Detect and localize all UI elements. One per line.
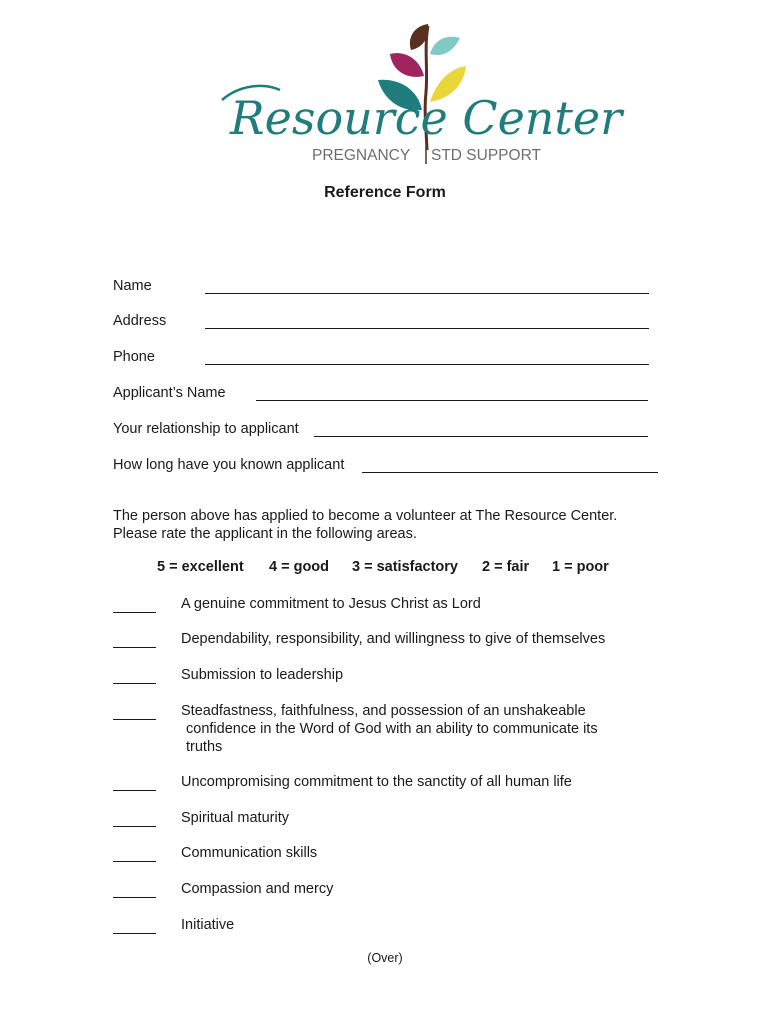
scale-satisfactory: 3 = satisfactory: [352, 559, 458, 575]
criterion-item: Initiative: [181, 917, 235, 933]
field-label-address: Address: [113, 313, 167, 329]
resource-center-logo: [214, 18, 623, 168]
criterion-item: Uncompromising commitment to the sanctity of all human life: [181, 774, 572, 790]
rating-blank[interactable]: [113, 933, 156, 934]
field-label-name: Name: [113, 278, 152, 294]
rating-blank[interactable]: [113, 612, 156, 613]
criterion-line: confidence in the Word of God with an ability to communicate its: [186, 721, 598, 737]
page-title: Reference Form: [324, 184, 446, 201]
field-label-applicant-name: Applicant’s Name: [113, 385, 226, 401]
criterion-item: Compassion and mercy: [181, 881, 334, 897]
applicant-name-field[interactable]: [256, 400, 648, 401]
logo-leaf-magenta-icon: [390, 53, 424, 77]
known-duration-field[interactable]: [362, 472, 658, 473]
field-label-relationship: Your relationship to applicant: [113, 421, 299, 437]
criterion-line: Steadfastness, faithfulness, and possession of an unshakeable: [181, 703, 586, 719]
rating-blank[interactable]: [113, 683, 156, 684]
logo-tagline-right: STD SUPPORT: [431, 147, 541, 164]
logo-leaf-light-teal-icon: [430, 37, 460, 55]
relationship-field[interactable]: [314, 436, 648, 437]
rating-blank[interactable]: [113, 719, 156, 720]
rating-blank[interactable]: [113, 647, 156, 648]
rating-blank[interactable]: [113, 861, 156, 862]
field-label-phone: Phone: [113, 349, 155, 365]
logo-name-text: Resource Center: [230, 91, 623, 145]
criterion-item: [181, 702, 641, 756]
instructions: [113, 507, 673, 543]
phone-field[interactable]: [205, 364, 649, 365]
scale-excellent: 5 = excellent: [157, 559, 244, 575]
instructions-line-2: Please rate the applicant in the following areas.: [113, 526, 417, 542]
page-footer-over: (Over): [367, 951, 403, 965]
criterion-item: A genuine commitment to Jesus Christ as Lord: [181, 596, 481, 612]
rating-blank[interactable]: [113, 897, 156, 898]
scale-good: 4 = good: [269, 559, 330, 575]
criterion-item: Submission to leadership: [181, 667, 344, 683]
instructions-line-1: The person above has applied to become a volunteer at The Resource Center.: [113, 508, 618, 524]
address-field[interactable]: [205, 328, 649, 329]
scale-fair: 2 = fair: [482, 559, 530, 575]
criterion-item: Spiritual maturity: [181, 810, 289, 826]
criterion-line: truths: [186, 739, 223, 755]
field-label-known-duration: How long have you known applicant: [113, 457, 345, 473]
logo-tagline-left: PREGNANCY: [312, 147, 411, 164]
criterion-item: Dependability, responsibility, and willingness to give of themselves: [181, 631, 606, 647]
rating-blank[interactable]: [113, 826, 156, 827]
scale-poor: 1 = poor: [552, 559, 609, 575]
name-field[interactable]: [205, 293, 649, 294]
rating-blank[interactable]: [113, 790, 156, 791]
criterion-item: Communication skills: [181, 845, 318, 861]
